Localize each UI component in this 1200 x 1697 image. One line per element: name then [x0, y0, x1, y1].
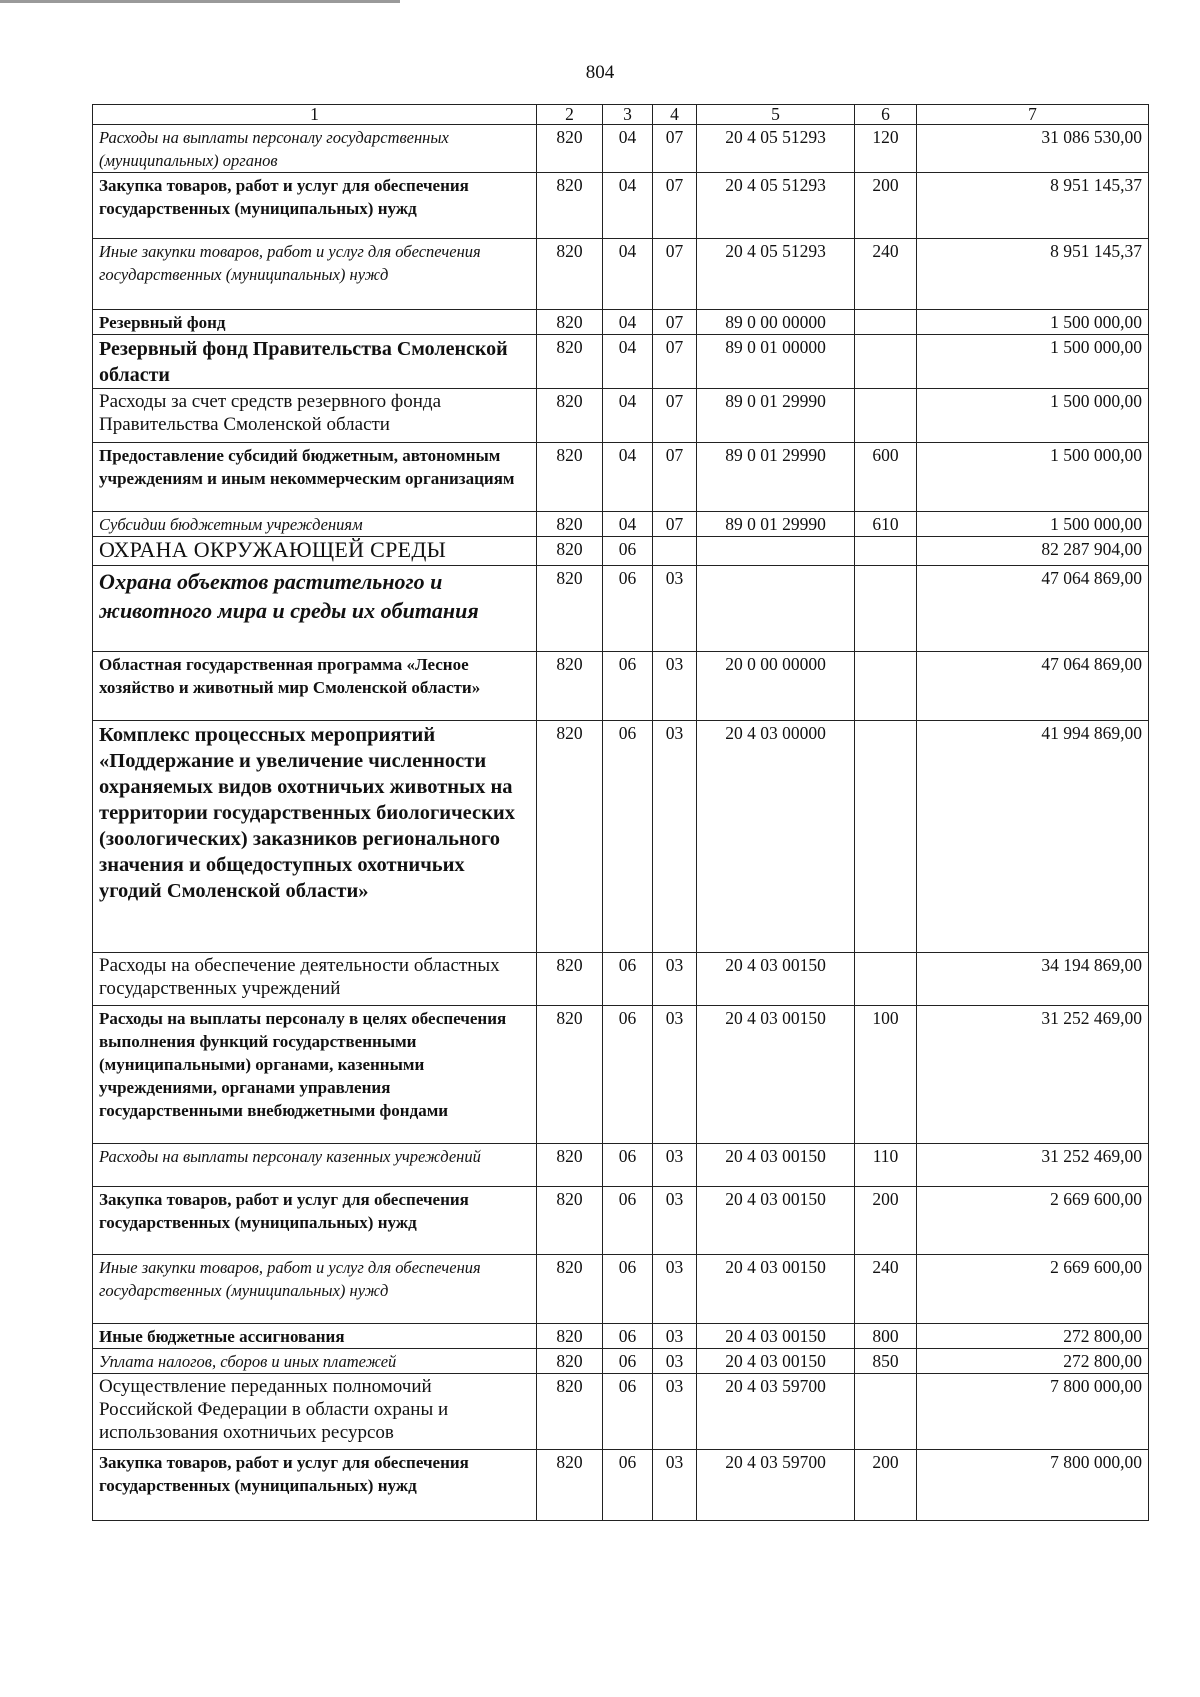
subsection-code: 03: [653, 566, 697, 652]
row-description: Иные закупки товаров, работ и услуг для обеспечения государственных (муниципальных) нужд: [93, 239, 537, 310]
subsection-code: 07: [653, 512, 697, 537]
row-description: Расходы на обеспечение деятельности областных государственных учреждений: [93, 953, 537, 1006]
column-header: 5: [697, 105, 855, 125]
amount: 1 500 000,00: [917, 443, 1149, 512]
admin-code: 820: [537, 537, 603, 566]
column-header: 4: [653, 105, 697, 125]
table-row: [93, 537, 1149, 566]
section-code: 06: [603, 721, 653, 953]
subsection-code: 03: [653, 1450, 697, 1521]
admin-code: 820: [537, 310, 603, 335]
amount: 31 252 469,00: [917, 1144, 1149, 1187]
amount: 1 500 000,00: [917, 389, 1149, 443]
expense-type-code: 610: [855, 512, 917, 537]
amount: 1 500 000,00: [917, 512, 1149, 537]
amount: 47 064 869,00: [917, 652, 1149, 721]
row-description: Закупка товаров, работ и услуг для обеспечения государственных (муниципальных) нужд: [93, 1450, 537, 1521]
target-article-code: 89 0 01 29990: [697, 443, 855, 512]
table-row: [93, 1006, 1149, 1144]
admin-code: 820: [537, 1349, 603, 1374]
table-row: [93, 721, 1149, 953]
subsection-code: 03: [653, 721, 697, 953]
target-article-code: 89 0 01 29990: [697, 389, 855, 443]
page-number: 804: [585, 62, 615, 83]
expense-type-code: 200: [855, 1187, 917, 1255]
target-article-code: 20 4 03 00150: [697, 1187, 855, 1255]
admin-code: 820: [537, 652, 603, 721]
expense-type-code: 100: [855, 1006, 917, 1144]
row-description: Расходы за счет средств резервного фонда Правительства Смоленской области: [93, 389, 537, 443]
table-row: [93, 1349, 1149, 1374]
amount: 34 194 869,00: [917, 953, 1149, 1006]
target-article-code: 20 4 03 00150: [697, 1144, 855, 1187]
amount: 8 951 145,37: [917, 173, 1149, 239]
subsection-code: 03: [653, 1255, 697, 1324]
table-row: [93, 1324, 1149, 1349]
row-description: Уплата налогов, сборов и иных платежей: [93, 1349, 537, 1374]
table-row: [93, 173, 1149, 239]
subsection-code: 07: [653, 389, 697, 443]
scan-edge-line: [0, 0, 400, 3]
row-description: Предоставление субсидий бюджетным, автономным учреждениям и иным некоммерческим организациям: [93, 443, 537, 512]
section-code: 06: [603, 1374, 653, 1450]
target-article-code: 20 4 03 59700: [697, 1374, 855, 1450]
expense-type-code: 240: [855, 239, 917, 310]
section-code: 06: [603, 1324, 653, 1349]
target-article-code: 20 4 03 00150: [697, 1006, 855, 1144]
section-code: 06: [603, 1450, 653, 1521]
row-description: Закупка товаров, работ и услуг для обеспечения государственных (муниципальных) нужд: [93, 173, 537, 239]
admin-code: 820: [537, 443, 603, 512]
table-row: [93, 443, 1149, 512]
subsection-code: 07: [653, 125, 697, 173]
row-description: Комплекс процессных мероприятий «Поддержание и увеличение численности охраняемых видов охотничьих животных на территории государственных биологических (зоологических) заказников регионального значения и общедоступных охотничьих угодий Смоленской области»: [93, 721, 537, 953]
amount: 31 252 469,00: [917, 1006, 1149, 1144]
table-row: [93, 310, 1149, 335]
amount: 272 800,00: [917, 1349, 1149, 1374]
amount: 47 064 869,00: [917, 566, 1149, 652]
table-row: [93, 389, 1149, 443]
table-row: [93, 512, 1149, 537]
admin-code: 820: [537, 566, 603, 652]
subsection-code: 03: [653, 652, 697, 721]
expense-type-code: [855, 335, 917, 389]
subsection-code: 03: [653, 1374, 697, 1450]
row-description: ОХРАНА ОКРУЖАЮЩЕЙ СРЕДЫ: [93, 537, 537, 566]
admin-code: 820: [537, 1144, 603, 1187]
row-description: Областная государственная программа «Лесное хозяйство и животный мир Смоленской области»: [93, 652, 537, 721]
budget-table: [92, 104, 1149, 1521]
target-article-code: 20 4 05 51293: [697, 125, 855, 173]
expense-type-code: 200: [855, 173, 917, 239]
expense-type-code: [855, 953, 917, 1006]
admin-code: 820: [537, 1187, 603, 1255]
subsection-code: 07: [653, 173, 697, 239]
section-code: 04: [603, 389, 653, 443]
row-description: Субсидии бюджетным учреждениям: [93, 512, 537, 537]
subsection-code: 03: [653, 1006, 697, 1144]
admin-code: 820: [537, 1255, 603, 1324]
table-row: [93, 1374, 1149, 1450]
amount: 2 669 600,00: [917, 1187, 1149, 1255]
admin-code: 820: [537, 1450, 603, 1521]
row-description: Расходы на выплаты персоналу государственных (муниципальных) органов: [93, 125, 537, 173]
expense-type-code: 110: [855, 1144, 917, 1187]
expense-type-code: [855, 652, 917, 721]
expense-type-code: 600: [855, 443, 917, 512]
target-article-code: 20 4 03 59700: [697, 1450, 855, 1521]
table-row: [93, 1450, 1149, 1521]
admin-code: 820: [537, 125, 603, 173]
budget-table-body: [93, 105, 1149, 1521]
section-code: 06: [603, 537, 653, 566]
header-row: [93, 105, 1149, 125]
section-code: 04: [603, 173, 653, 239]
admin-code: 820: [537, 173, 603, 239]
expense-type-code: 240: [855, 1255, 917, 1324]
target-article-code: 89 0 00 00000: [697, 310, 855, 335]
amount: 1 500 000,00: [917, 335, 1149, 389]
section-code: 06: [603, 1255, 653, 1324]
section-code: 04: [603, 512, 653, 537]
table-row: [93, 652, 1149, 721]
table-row: [93, 239, 1149, 310]
admin-code: 820: [537, 389, 603, 443]
target-article-code: 20 4 03 00150: [697, 1324, 855, 1349]
table-row: [93, 1144, 1149, 1187]
amount: 82 287 904,00: [917, 537, 1149, 566]
section-code: 04: [603, 443, 653, 512]
expense-type-code: 200: [855, 1450, 917, 1521]
target-article-code: 20 0 00 00000: [697, 652, 855, 721]
section-code: 04: [603, 125, 653, 173]
section-code: 06: [603, 1187, 653, 1255]
admin-code: 820: [537, 721, 603, 953]
target-article-code: 20 4 05 51293: [697, 239, 855, 310]
expense-type-code: [855, 721, 917, 953]
column-header: 3: [603, 105, 653, 125]
section-code: 06: [603, 953, 653, 1006]
table-row: [93, 125, 1149, 173]
section-code: 06: [603, 1144, 653, 1187]
row-description: Осуществление переданных полномочий Российской Федерации в области охраны и использования охотничьих ресурсов: [93, 1374, 537, 1450]
target-article-code: [697, 566, 855, 652]
subsection-code: 03: [653, 1324, 697, 1349]
amount: 41 994 869,00: [917, 721, 1149, 953]
target-article-code: 20 4 03 00150: [697, 953, 855, 1006]
subsection-code: 03: [653, 1349, 697, 1374]
subsection-code: 07: [653, 310, 697, 335]
admin-code: 820: [537, 1006, 603, 1144]
row-description: Иные закупки товаров, работ и услуг для обеспечения государственных (муниципальных) нужд: [93, 1255, 537, 1324]
target-article-code: 20 4 05 51293: [697, 173, 855, 239]
subsection-code: 03: [653, 953, 697, 1006]
subsection-code: 07: [653, 443, 697, 512]
amount: 2 669 600,00: [917, 1255, 1149, 1324]
expense-type-code: 800: [855, 1324, 917, 1349]
admin-code: 820: [537, 1374, 603, 1450]
expense-type-code: 850: [855, 1349, 917, 1374]
row-description: Резервный фонд: [93, 310, 537, 335]
amount: 7 800 000,00: [917, 1374, 1149, 1450]
row-description: Расходы на выплаты персоналу в целях обеспечения выполнения функций государственными (муниципальными) органами, казенными учреждениями, органами управления государственными внебюджетными фондами: [93, 1006, 537, 1144]
section-code: 06: [603, 1006, 653, 1144]
target-article-code: 20 4 03 00150: [697, 1255, 855, 1324]
target-article-code: [697, 537, 855, 566]
column-header: 1: [93, 105, 537, 125]
amount: 1 500 000,00: [917, 310, 1149, 335]
amount: 31 086 530,00: [917, 125, 1149, 173]
section-code: 06: [603, 652, 653, 721]
target-article-code: 20 4 03 00000: [697, 721, 855, 953]
column-header: 6: [855, 105, 917, 125]
subsection-code: 07: [653, 335, 697, 389]
column-header: 2: [537, 105, 603, 125]
section-code: 06: [603, 566, 653, 652]
expense-type-code: [855, 1374, 917, 1450]
expense-type-code: [855, 566, 917, 652]
section-code: 04: [603, 310, 653, 335]
subsection-code: 03: [653, 1187, 697, 1255]
row-description: Закупка товаров, работ и услуг для обеспечения государственных (муниципальных) нужд: [93, 1187, 537, 1255]
row-description: Охрана объектов растительного и животного мира и среды их обитания: [93, 566, 537, 652]
row-description: Резервный фонд Правительства Смоленской области: [93, 335, 537, 389]
admin-code: 820: [537, 1324, 603, 1349]
amount: 272 800,00: [917, 1324, 1149, 1349]
table-row: [93, 953, 1149, 1006]
admin-code: 820: [537, 953, 603, 1006]
target-article-code: 89 0 01 29990: [697, 512, 855, 537]
row-description: Расходы на выплаты персоналу казенных учреждений: [93, 1144, 537, 1187]
section-code: 04: [603, 335, 653, 389]
expense-type-code: [855, 537, 917, 566]
target-article-code: 89 0 01 00000: [697, 335, 855, 389]
section-code: 04: [603, 239, 653, 310]
admin-code: 820: [537, 335, 603, 389]
table-row: [93, 1255, 1149, 1324]
admin-code: 820: [537, 512, 603, 537]
target-article-code: 20 4 03 00150: [697, 1349, 855, 1374]
column-header: 7: [917, 105, 1149, 125]
expense-type-code: [855, 310, 917, 335]
table-row: [93, 566, 1149, 652]
admin-code: 820: [537, 239, 603, 310]
expense-type-code: [855, 389, 917, 443]
table-row: [93, 335, 1149, 389]
expense-type-code: 120: [855, 125, 917, 173]
subsection-code: 03: [653, 1144, 697, 1187]
section-code: 06: [603, 1349, 653, 1374]
table-row: [93, 1187, 1149, 1255]
row-description: Иные бюджетные ассигнования: [93, 1324, 537, 1349]
subsection-code: [653, 537, 697, 566]
subsection-code: 07: [653, 239, 697, 310]
amount: 7 800 000,00: [917, 1450, 1149, 1521]
amount: 8 951 145,37: [917, 239, 1149, 310]
